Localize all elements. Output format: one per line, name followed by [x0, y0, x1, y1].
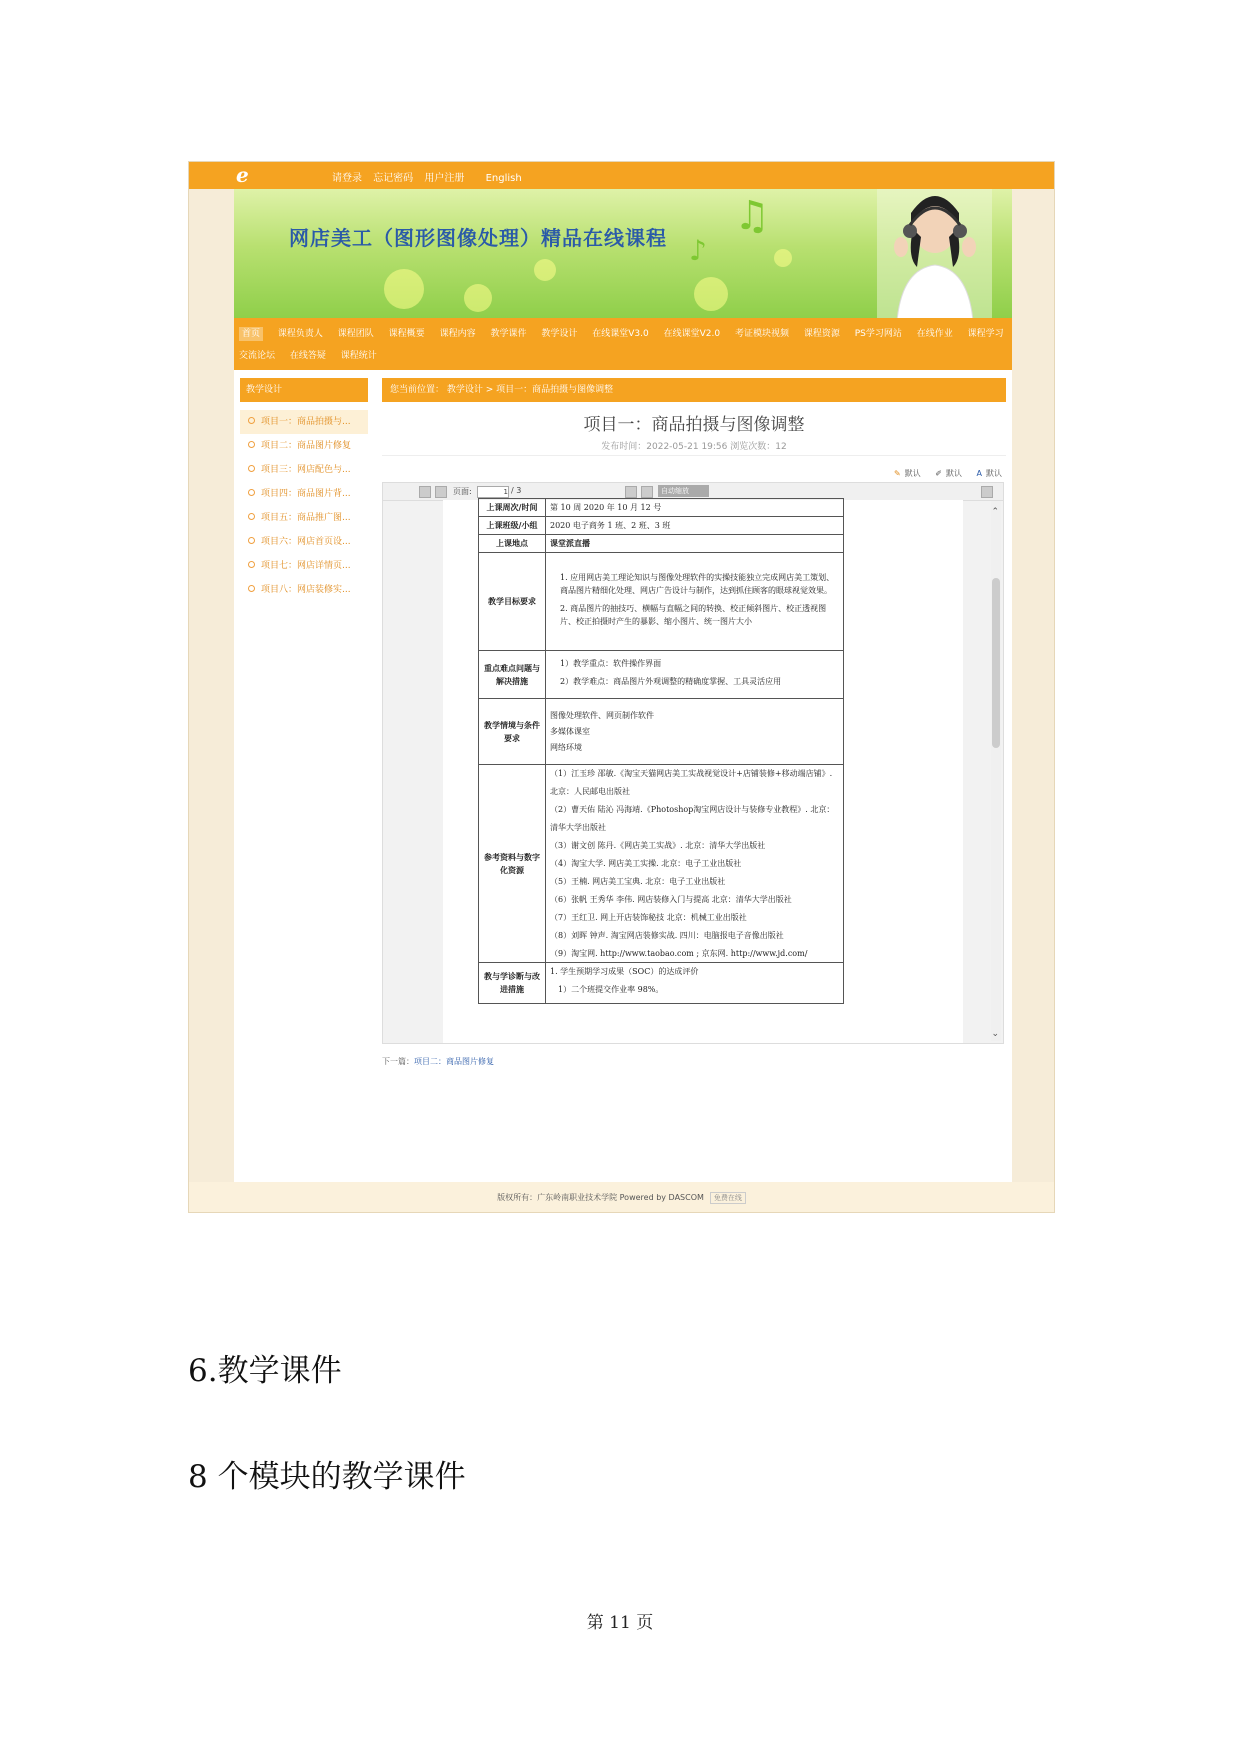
nav-item[interactable]: 课程团队: [337, 329, 374, 339]
row-label: 重点难点问题与解决措施: [479, 651, 546, 699]
table-row: [479, 765, 844, 963]
next-article: [382, 1056, 494, 1067]
text-line: 1）教学重点：软件操作界面: [560, 658, 662, 668]
table-row: [479, 535, 844, 553]
nav-item[interactable]: PS学习网站: [854, 329, 902, 339]
login-link[interactable]: 请登录: [332, 173, 362, 184]
sidebar-item[interactable]: [240, 530, 368, 554]
sidebar-item-label: 项目三：网店配色与...: [261, 465, 351, 475]
sidebar-item[interactable]: [240, 410, 368, 434]
row-label: 教学目标要求: [479, 553, 546, 651]
page-total: / 3: [511, 486, 522, 495]
music-note-icon: ♪: [689, 234, 707, 267]
sidebar-heading: 教学设计: [240, 378, 368, 402]
nav-item[interactable]: 在线课堂V3.0: [592, 329, 649, 339]
row-value: [546, 765, 844, 963]
copyright-text: 版权所有：广东岭南职业技术学院 Powered by DASCOM: [497, 1193, 704, 1202]
row-value: [546, 699, 844, 765]
zoom-select[interactable]: 自动缩放: [658, 485, 709, 497]
text-line: 2. 商品图片的抽技巧、横幅与直幅之间的转换、校正倾斜图片、校正透视图片、校正拍摄时产生的暴影、缩小图片、统一图片大小: [560, 603, 827, 626]
font-size-icon: A: [976, 469, 982, 478]
table-row: [479, 553, 844, 651]
bullet-icon: [248, 561, 255, 568]
footer-badge[interactable]: 免费在线: [710, 1192, 746, 1204]
row-label: 教学情境与条件要求: [479, 699, 546, 765]
pen-icon: ✐: [935, 469, 942, 478]
row-value: [546, 553, 844, 651]
bullet-icon: [248, 537, 255, 544]
scrollbar-thumb[interactable]: [992, 578, 1000, 748]
row-label: 教与学诊断与改进措施: [479, 963, 546, 1004]
section-heading: 8 个模块的教学课件: [188, 1459, 466, 1495]
bullet-icon: [248, 489, 255, 496]
decor-bubble: [694, 277, 728, 311]
table-row: [479, 963, 844, 1004]
article-title: 项目一：商品拍摄与图像调整: [583, 415, 805, 435]
row-value: [546, 963, 844, 1004]
pdf-viewer: [382, 482, 1004, 1044]
style-switcher: [882, 468, 1002, 479]
bullet-icon: [248, 585, 255, 592]
text-line: 1. 学生预期学习成果（SOC）的达成评价: [550, 967, 699, 976]
nav-item[interactable]: 课程负责人: [277, 329, 323, 339]
nav-item[interactable]: 课程统计: [340, 351, 377, 361]
row-value: 2020 电子商务 1 班、2 班、3 班: [546, 517, 844, 535]
zoom-out-icon[interactable]: [625, 486, 637, 498]
bullet-icon: [248, 417, 255, 424]
article-meta: 发布时间：2022-05-21 19:56 浏览次数：12: [601, 442, 787, 452]
style-option[interactable]: 默认: [986, 469, 1002, 478]
table-row: [479, 699, 844, 765]
style-option[interactable]: 默认: [904, 469, 921, 478]
text-line: （7）王红卫. 网上开店装饰秘技 北京：机械工业出版社: [550, 913, 747, 922]
table-row: [479, 499, 844, 517]
text-line: （4）淘宝大学. 网店美工实操. 北京：电子工业出版社: [550, 859, 742, 868]
nav-item[interactable]: 在线作业: [916, 329, 953, 339]
site-footer: [189, 1182, 1054, 1213]
sidebar-item-label: 项目一：商品拍摄与...: [261, 417, 351, 427]
english-link[interactable]: English: [485, 173, 522, 184]
text-line: （2）曹天佑 陆沁 冯海靖.《Photoshop淘宝网店设计与装修专业教程》. 北京：: [550, 805, 835, 814]
row-value: 课堂派直播: [546, 535, 844, 553]
text-line: （8）刘晖 钟声. 淘宝网店装修实战. 四川：电脑报电子音像出版社: [550, 931, 784, 940]
nav-item[interactable]: 交流论坛: [239, 351, 276, 361]
top-bar: [189, 162, 1054, 189]
music-note-icon: ♫: [734, 193, 770, 239]
text-line: （3）谢文创 陈丹.《网店美工实战》. 北京：清华大学出版社: [550, 841, 766, 850]
bullet-icon: [248, 513, 255, 520]
nav-item[interactable]: 课程学习: [967, 329, 1004, 339]
row-value: [546, 651, 844, 699]
pdf-page: [443, 500, 963, 1043]
row-label: 参考资料与数字化资源: [479, 765, 546, 963]
lesson-plan-table: [478, 498, 844, 1004]
nav-item[interactable]: 教学设计: [541, 329, 578, 339]
table-row: [479, 517, 844, 535]
text-line: （5）王楠. 网店美工宝典. 北京：电子工业出版社: [550, 877, 726, 886]
scroll-down-icon[interactable]: ⌄: [991, 1029, 999, 1039]
text-line: 网络环境: [550, 743, 582, 752]
text-line: 北京：人民邮电出版社: [550, 787, 630, 796]
divider: [382, 455, 1006, 456]
sidebar-item-label: 项目八：网店装修实...: [261, 585, 351, 595]
headphone-girl-illustration: [877, 189, 992, 318]
style-option[interactable]: 默认: [945, 469, 962, 478]
sidebar-list: [240, 410, 368, 602]
text-line: （6）张帆 王秀华 李伟. 网店装修入门与提高 北京：清华大学出版社: [550, 895, 792, 904]
text-line: 1）二个班提交作业率 98%。: [558, 985, 664, 994]
next-prefix: 下一篇：: [382, 1057, 414, 1066]
zoom-in-icon[interactable]: [641, 486, 653, 498]
breadcrumb: 您当前位置： 教学设计 > 项目一：商品拍摄与图像调整: [382, 378, 1006, 402]
text-line: （1）江玉珍 邵敏.《淘宝天猫网店美工实战视觉设计+店铺装修+移动端店铺》.: [550, 769, 833, 778]
sidebar-item-label: 项目六：网店首页设...: [261, 537, 351, 547]
text-line: 多媒体课室: [550, 727, 590, 736]
nav-row-2: [239, 348, 389, 361]
decor-bubble: [774, 249, 792, 267]
bullet-icon: [248, 465, 255, 472]
row-label: 上课班级/小组: [479, 517, 546, 535]
row-label: 上课周次/时间: [479, 499, 546, 517]
decor-bubble: [464, 284, 492, 312]
sidebar-item[interactable]: [240, 506, 368, 530]
text-line: 图像处理软件、网页制作软件: [550, 711, 654, 720]
course-website-screenshot: [188, 161, 1055, 1213]
fullscreen-icon[interactable]: [981, 486, 993, 498]
register-link[interactable]: 用户注册: [424, 173, 465, 184]
prev-page-icon[interactable]: [419, 486, 431, 498]
text-line: 1. 应用网店美工理论知识与图像处理软件的实操技能独立完成网店美工策划、商品图片精细化处理、网店广告设计与制作，达到抓住顾客的眼球视觉效果。: [560, 572, 835, 595]
table-row: [479, 651, 844, 699]
forgot-password-link[interactable]: 忘记密码: [373, 173, 414, 184]
text-line: 清华大学出版社: [550, 823, 606, 832]
nav-item[interactable]: 考证模块视频: [734, 329, 789, 339]
site-logo-icon: ℯ: [236, 163, 249, 187]
sidebar-item[interactable]: [240, 434, 368, 458]
nav-item[interactable]: 在线课堂V2.0: [663, 329, 721, 339]
main-nav: [234, 318, 1012, 370]
nav-item[interactable]: 课程资源: [803, 329, 840, 339]
top-links: [332, 169, 530, 184]
course-banner: [234, 189, 1012, 318]
decor-bubble: [384, 269, 424, 309]
text-line: （9）淘宝网. http://www.taobao.com ; 京东网. http://www.jd.com/: [550, 949, 808, 958]
nav-item[interactable]: 课程内容: [439, 329, 476, 339]
scroll-up-icon[interactable]: ⌃: [991, 507, 999, 517]
next-page-icon[interactable]: [435, 486, 447, 498]
brush-icon: ✎: [894, 469, 901, 478]
nav-home[interactable]: 首页: [239, 327, 263, 341]
sidebar-item[interactable]: [240, 554, 368, 578]
sidebar-item[interactable]: [240, 578, 368, 602]
decor-bubble: [534, 259, 556, 281]
sidebar-item[interactable]: [240, 482, 368, 506]
page-label: 页面:: [453, 487, 472, 496]
row-label: 上课地点: [479, 535, 546, 553]
sidebar-item-label: 项目五：商品推广图...: [261, 513, 351, 523]
bullet-icon: [248, 441, 255, 448]
nav-row-1: [239, 326, 1016, 339]
nav-item[interactable]: 教学课件: [490, 329, 527, 339]
section-heading: 6.教学课件: [188, 1353, 342, 1389]
sidebar-item[interactable]: [240, 458, 368, 482]
sidebar-item-label: 项目七：网店详情页...: [261, 561, 351, 571]
text-line: 2）教学难点：商品图片外观调整的精确度掌握、工具灵活应用: [560, 676, 782, 686]
row-value: 第 10 周 2020 年 10 月 12 号: [546, 499, 844, 517]
page-number-input[interactable]: 1: [477, 486, 509, 498]
next-article-link[interactable]: 项目二：商品图片修复: [414, 1057, 494, 1066]
nav-item[interactable]: 课程概要: [388, 329, 425, 339]
sidebar-item-label: 项目二：商品图片修复: [261, 441, 352, 451]
banner-title: 网店美工（图形图像处理）精品在线课程: [289, 226, 667, 250]
page-number: 第 11 页: [586, 1613, 654, 1633]
sidebar-item-label: 项目四：商品图片背...: [261, 489, 351, 499]
content-area: [234, 370, 1012, 1192]
nav-item[interactable]: 在线答疑: [289, 351, 326, 361]
